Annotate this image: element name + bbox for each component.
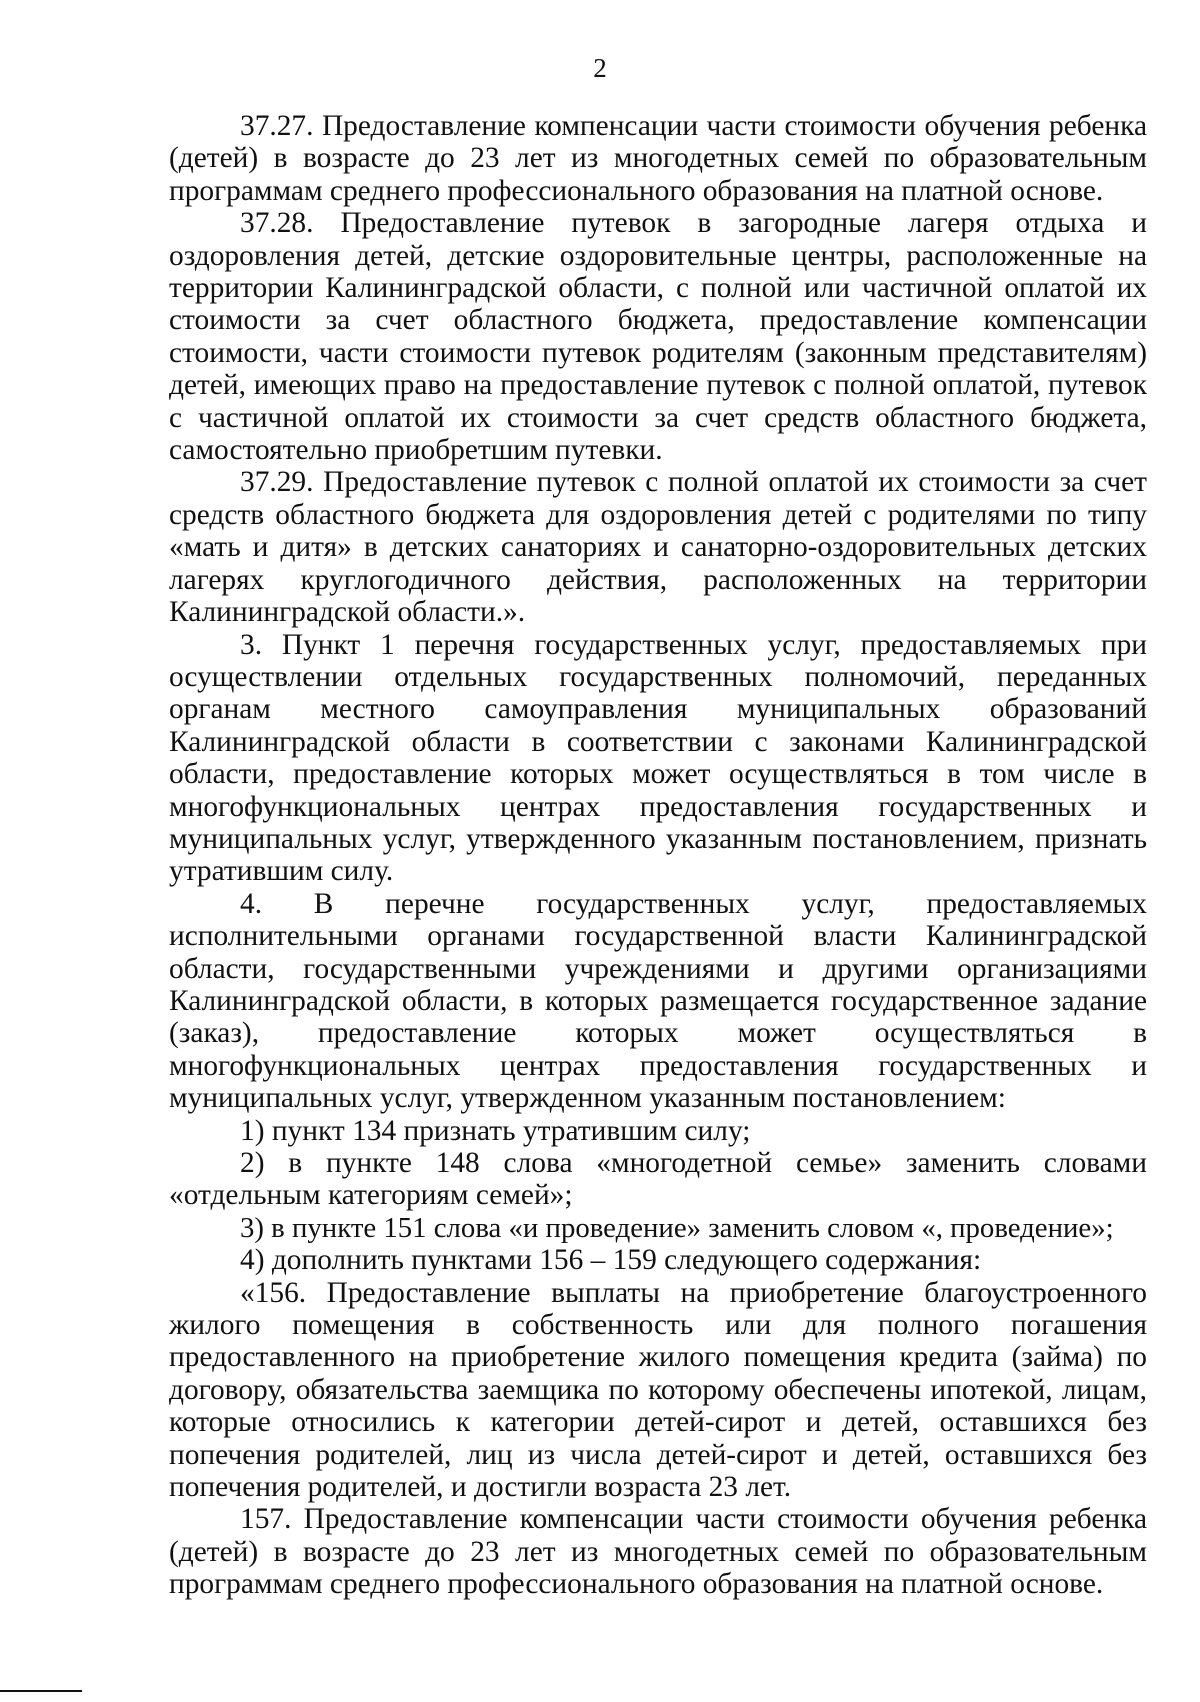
list-item-1: 1) пункт 134 признать утратившим силу; bbox=[240, 1114, 751, 1147]
paragraph-3: 3. Пункт 1 перечня государственных услуг, предоставляемых при осуществлении отдельных государственных полномочий, переданных органам местного самоуправления муниципальных образований Калининградской области в соответствии с законами Калининградской области, предоставление которых может осуществляться в том числе в многофункциональных центрах предоставления государственных и муниципальных услуг, утвержденного указанным постановлением, признать утратившим силу. bbox=[169, 628, 1147, 888]
paragraph-157: 157. Предоставление компенсации части стоимости обучения ребенка (детей) в возрасте до 23 лет из многодетных семей по образовательным программам среднего профессионального образования на платной основе. bbox=[169, 1503, 1147, 1601]
paragraph-37-27: 37.27. Предоставление компенсации части стоимости обучения ребенка (детей) в возрасте до 23 лет из многодетных семей по образовательным программам среднего профессионального образования на платной основе. bbox=[169, 110, 1147, 207]
list-item-2: 2) в пункте 148 слова «многодетной семье» заменить словами «отдельным категориям семей»; bbox=[169, 1147, 1147, 1212]
paragraph-37-29: 37.29. Предоставление путевок с полной оплатой их стоимости за счет средств областного бюджета для оздоровления детей с родителями по типу «мать и дитя» в детских санаториях и санаторно-оздоровительных детских лагерях круглогодичного действия, расположенных на территории Калининградской области.». bbox=[169, 466, 1147, 629]
paragraph-156: «156. Предоставление выплаты на приобретение благоустроенного жилого помещения в собственность или для полного погашения предоставленного на приобретение жилого помещения кредита (займа) по договору, обязательства заемщика по которому обеспечены ипотекой, лицам, которые относились к категории детей-сирот и детей, оставшихся без попечения родителей, лиц из числа детей-сирот и детей, оставшихся без попечения родителей, и достигли возраста 23 лет. bbox=[169, 1276, 1147, 1504]
paragraph-4: 4. В перечне государственных услуг, предоставляемых исполнительными органами государственной власти Калининградской области, государственными учреждениями и другими организациями Калининградской области, в которых размещается государственное задание (заказ), предоставление которых может осуществляться в многофункциональных центрах предоставления государственных и муниципальных услуг, утвержденном указанным постановлением: bbox=[169, 887, 1147, 1115]
page-number: 2 bbox=[593, 53, 607, 83]
document-body bbox=[169, 110, 1147, 1601]
paragraph-37-28: 37.28. Предоставление путевок в загородные лагеря отдыха и оздоровления детей, детские оздоровительные центры, расположенные на территории Калининградской области, с полной или частичной оплатой их стоимости за счет областного бюджета, предоставление компенсации стоимости, части стоимости путевок родителям (законным представителям) детей, имеющих право на предоставление путевок с полной оплатой, путевок с частичной оплатой их стоимости за счет средств областного бюджета, самостоятельно приобретшим путевки. bbox=[169, 207, 1147, 467]
list-item-4: 4) дополнить пунктами 156 – 159 следующего содержания: bbox=[240, 1244, 982, 1277]
footer-rule bbox=[0, 1690, 82, 1692]
list-item-3: 3) в пункте 151 слова «и проведение» заменить словом «, проведение»; bbox=[240, 1211, 1114, 1244]
